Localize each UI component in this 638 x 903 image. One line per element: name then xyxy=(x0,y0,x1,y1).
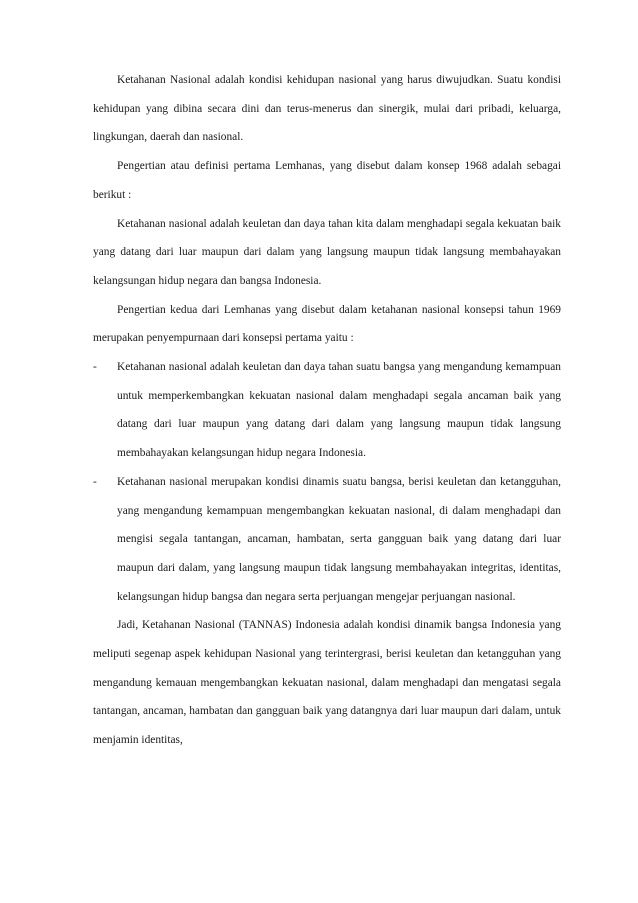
list-item xyxy=(93,468,561,612)
document-body xyxy=(93,66,561,755)
paragraph-second-definition-intro: Pengertian kedua dari Lemhanas yang disebut dalam ketahanan nasional konsepsi tahun 1969 merupakan penyempurnaan dari konsepsi pertama yaitu : xyxy=(93,303,561,345)
list-bullet: - xyxy=(93,361,97,374)
paragraph-first-definition: Ketahanan nasional adalah keuletan dan daya tahan kita dalam menghadapi segala kekuatan baik yang datang dari luar maupun dari dalam yang langsung maupun tidak langsung membahayakan kelangsungan hidup negara dan bangsa Indonesia. xyxy=(93,217,561,287)
list-item xyxy=(93,353,561,468)
paragraph-conclusion: Jadi, Ketahanan Nasional (TANNAS) Indonesia adalah kondisi dinamik bangsa Indonesia yang meliputi segenap aspek kehidupan Nasional yang terintergrasi, berisi keuletan dan ketangguhan yang mengandung kemauan mengembangkan kekuatan nasional, dalam menghadapi dan mengatasi segala tantangan, ancaman, hambatan dan gangguan baik yang datangnya dari luar maupun dari dalam, untuk menjamin identitas, xyxy=(93,619,561,747)
list-bullet: - xyxy=(93,475,97,488)
list-item-text: Ketahanan nasional adalah keuletan dan daya tahan suatu bangsa yang mengandung kemampuan untuk memperkembangkan kekuatan nasional dalam menghadapi segala ancaman baik yang datang dari luar maupun yang datang dari dalam yang langsung maupun tidak langsung membahayakan kelangsungan hidup negara Indonesia. xyxy=(117,361,561,460)
paragraph-definition-intro: Ketahanan Nasional adalah kondisi kehidupan nasional yang harus diwujudkan. Suatu kondisi kehidupan yang dibina secara dini dan terus-menerus dan sinergik, mulai dari pribadi, keluarga, lingkungan, daerah dan nasional. xyxy=(93,74,561,144)
list-item-text: Ketahanan nasional merupakan kondisi dinamis suatu bangsa, berisi keuletan dan ketangguhan, yang mengandung kemampuan mengembangkan kekuatan nasional, di dalam menghadapi dan mengisi segala tantangan, ancaman, hambatan, serta gangguan baik yang datang dari luar maupun dari dalam, yang langsung maupun tidak langsung membahayakan integritas, identitas, kelangsungan hidup bangsa dan negara serta perjuangan mengejar perjuangan nasional. xyxy=(117,475,561,603)
paragraph-first-definition-intro: Pengertian atau definisi pertama Lemhanas, yang disebut dalam konsep 1968 adalah sebagai berikut : xyxy=(93,160,561,201)
